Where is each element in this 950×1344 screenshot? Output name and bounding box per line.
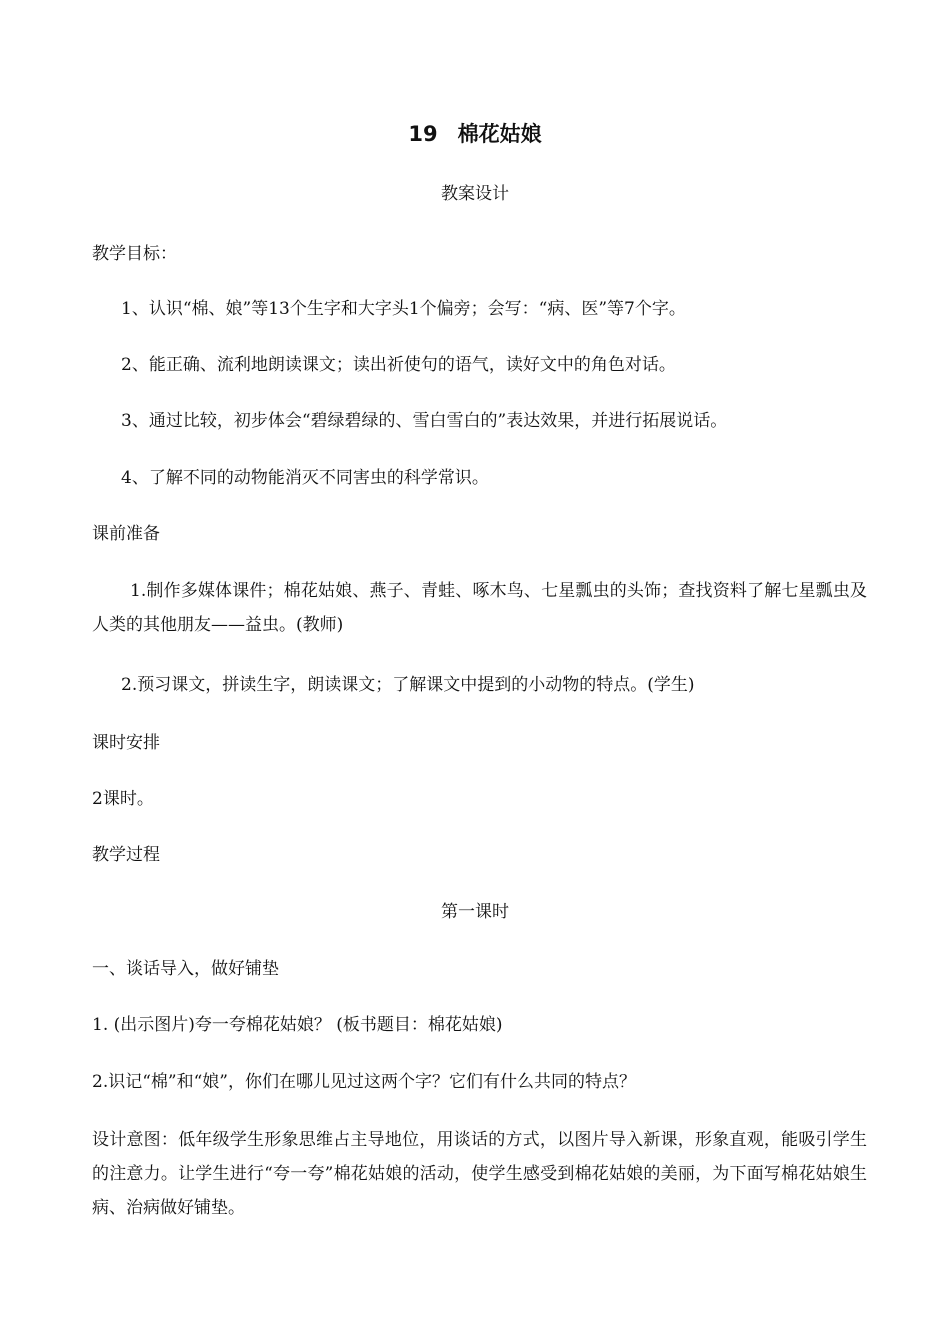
- goal-item-4: 4、了解不同的动物能消灭不同害虫的科学常识。: [121, 468, 489, 488]
- lesson-title: [0, 118, 950, 150]
- goal-item-2: 2、能正确、流利地朗读课文；读出祈使句的语气，读好文中的角色对话。: [121, 355, 676, 375]
- lesson-title-text: 棉花姑娘: [457, 122, 542, 146]
- section-heading: 一、谈话导入，做好铺垫: [92, 959, 279, 979]
- schedule-heading: 课时安排: [92, 733, 160, 753]
- goal-item-3: 3、通过比较，初步体会“碧绿碧绿的、雪白雪白的”表达效果，并进行拓展说话。: [121, 411, 728, 431]
- design-intent: 设计意图：低年级学生形象思维占主导地位，用谈话的方式，以图片导入新课，形象直观，能吸引学生的注意力。让学生进行“夸一夸”棉花姑娘的活动，使学生感受到棉花姑娘的美丽，为下面写棉花姑娘生病、治病做好铺垫。: [92, 1130, 867, 1218]
- schedule-text: 2课时。: [92, 789, 154, 809]
- prep-item-2: 2.预习课文，拼读生字，朗读课文；了解课文中提到的小动物的特点。(学生): [121, 675, 695, 695]
- prep-item-1: 1.制作多媒体课件；棉花姑娘、燕子、青蛙、啄木鸟、七星瓢虫的头饰；查找资料了解七星瓢虫及人类的其他朋友——益虫。(教师): [92, 581, 867, 635]
- prep-heading: 课前准备: [92, 524, 160, 544]
- goal-item-1: 1、认识“棉、娘”等13个生字和大字头1个偏旁；会写：“病、医”等7个字。: [121, 299, 686, 319]
- goals-heading: 教学目标：: [92, 244, 177, 264]
- step-2: 2.识记“棉”和“娘”，你们在哪儿见过这两个字？它们有什么共同的特点？: [92, 1072, 636, 1092]
- document-subtitle: 教案设计: [441, 184, 509, 204]
- first-lesson-title: 第一课时: [441, 902, 509, 922]
- step-1: 1. (出示图片)夸一夸棉花姑娘？ (板书题目：棉花姑娘): [92, 1015, 503, 1035]
- lesson-number: 19: [408, 122, 438, 146]
- process-heading: 教学过程: [92, 845, 160, 865]
